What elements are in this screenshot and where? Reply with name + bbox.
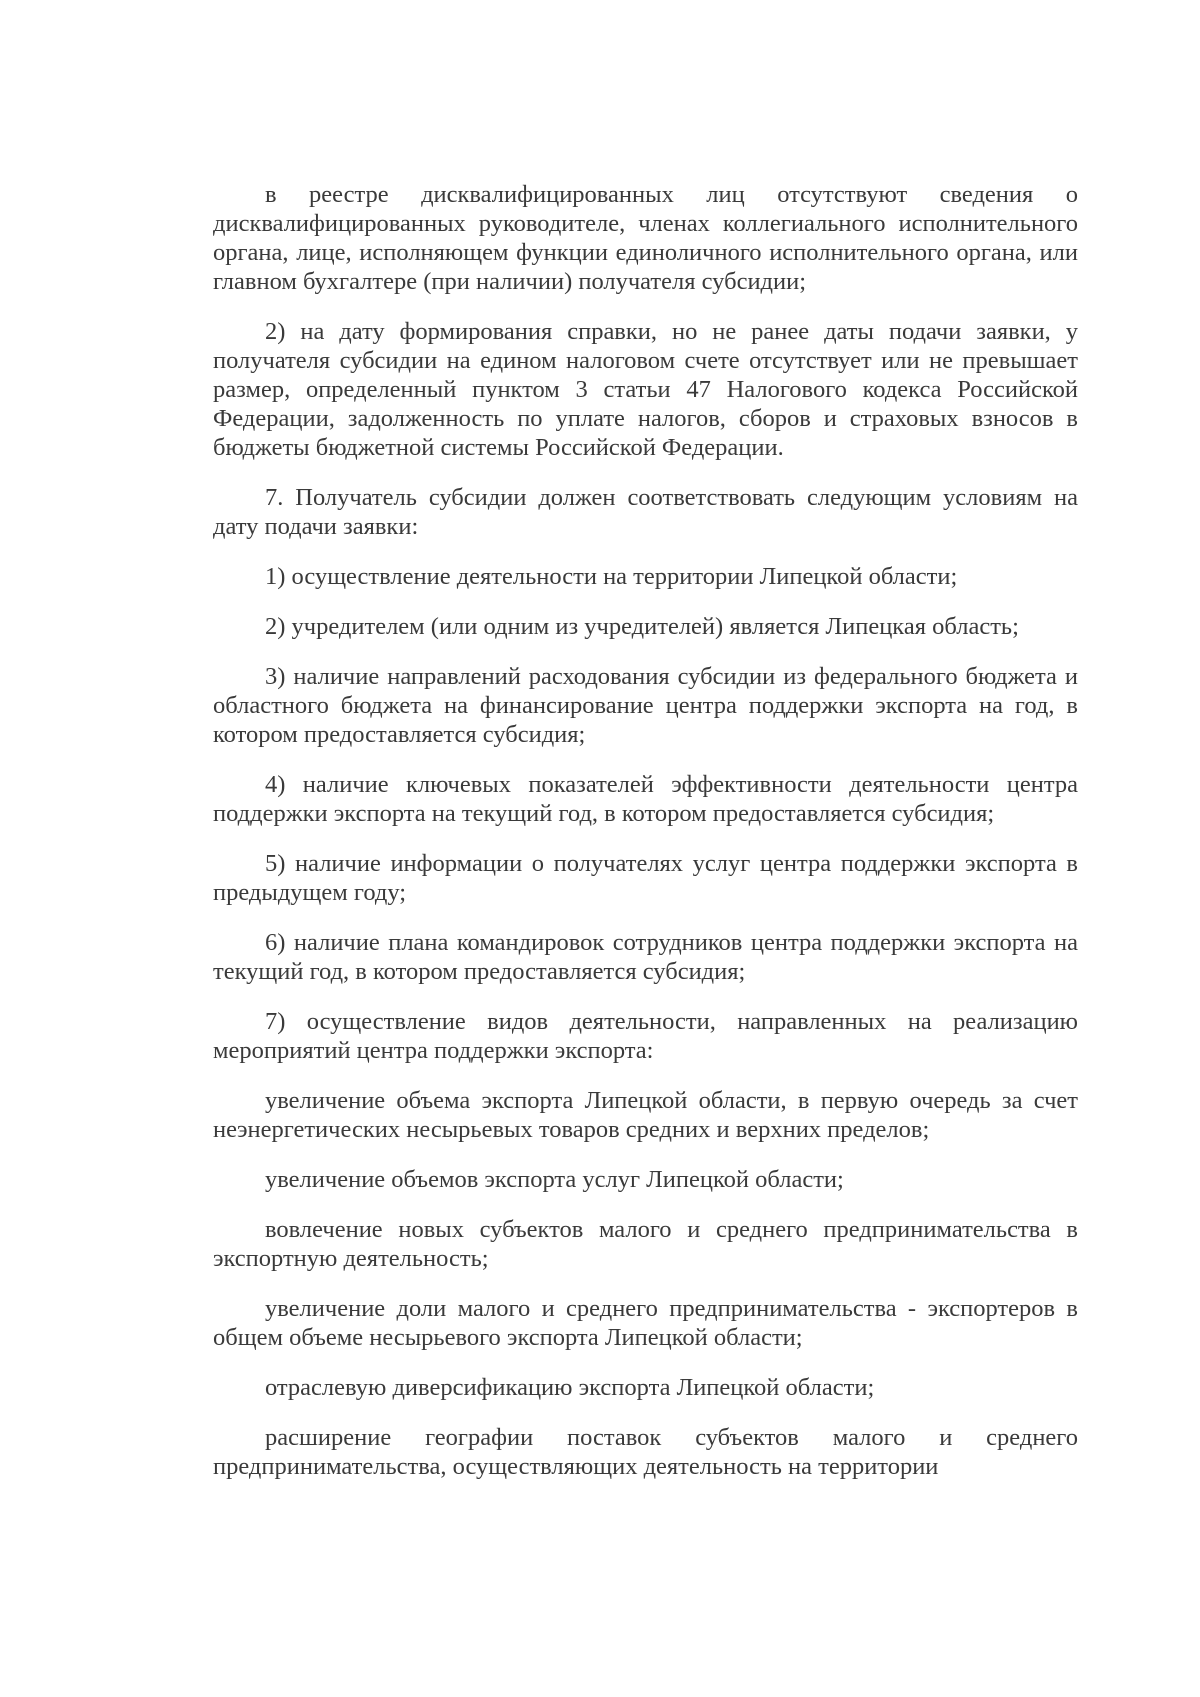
list-item-export-volume: увеличение объема экспорта Липецкой области, в первую очередь за счет неэнергетических несырьевых товаров средних и верхних пределов; [213,1087,1078,1143]
paragraph-condition-6: 6) наличие плана командировок сотрудников центра поддержки экспорта на текущий год, в котором предоставляется субсидия; [213,929,1078,985]
paragraph-tax-debt: 2) на дату формирования справки, но не ранее даты подачи заявки, у получателя субсидии на едином налоговом счете отсутствует или не превышает размер, определенный пунктом 3 статьи 47 Налогового кодекса Российской Федерации, задолженность по уплате налогов, сборов и страховых взносов в бюджеты бюджетной системы Российской Федерации. [213,318,1078,461]
paragraph-condition-1: 1) осуществление деятельности на территории Липецкой области; [265,563,958,590]
paragraph-condition-2: 2) учредителем (или одним из учредителей) является Липецкая область; [265,613,1019,640]
paragraph-condition-3: 3) наличие направлений расходования субсидии из федерального бюджета и областного бюджета на финансирование центра поддержки экспорта на год, в котором предоставляется субсидия; [213,663,1078,748]
paragraph-condition-4: 4) наличие ключевых показателей эффективности деятельности центра поддержки экспорта на текущий год, в котором предоставляется субсидия; [213,771,1078,827]
document-body [213,180,1078,1502]
paragraph-condition-7: 7) осуществление видов деятельности, направленных на реализацию мероприятий центра поддержки экспорта: [213,1008,1078,1064]
list-item-diversification: отраслевую диверсификацию экспорта Липецкой области; [265,1374,875,1401]
paragraph-condition-5: 5) наличие информации о получателях услуг центра поддержки экспорта в предыдущем году; [213,850,1078,906]
list-item-geography: расширение географии поставок субъектов малого и среднего предпринимательства, осуществляющих деятельность на территории [213,1424,1078,1480]
paragraph-disqualified-registry: в реестре дисквалифицированных лиц отсутствуют сведения о дисквалифицированных руководителе, членах коллегиального исполнительного органа, лице, исполняющем функции единоличного исполнительного органа, или главном бухгалтере (при наличии) получателя субсидии; [213,181,1078,295]
list-item-new-sme: вовлечение новых субъектов малого и среднего предпринимательства в экспортную деятельность; [213,1216,1078,1272]
list-item-services-export: увеличение объемов экспорта услуг Липецкой области; [265,1166,844,1193]
list-item-sme-share: увеличение доли малого и среднего предпринимательства - экспортеров в общем объеме несырьевого экспорта Липецкой области; [213,1295,1078,1351]
paragraph-section-7: 7. Получатель субсидии должен соответствовать следующим условиям на дату подачи заявки: [213,484,1078,540]
